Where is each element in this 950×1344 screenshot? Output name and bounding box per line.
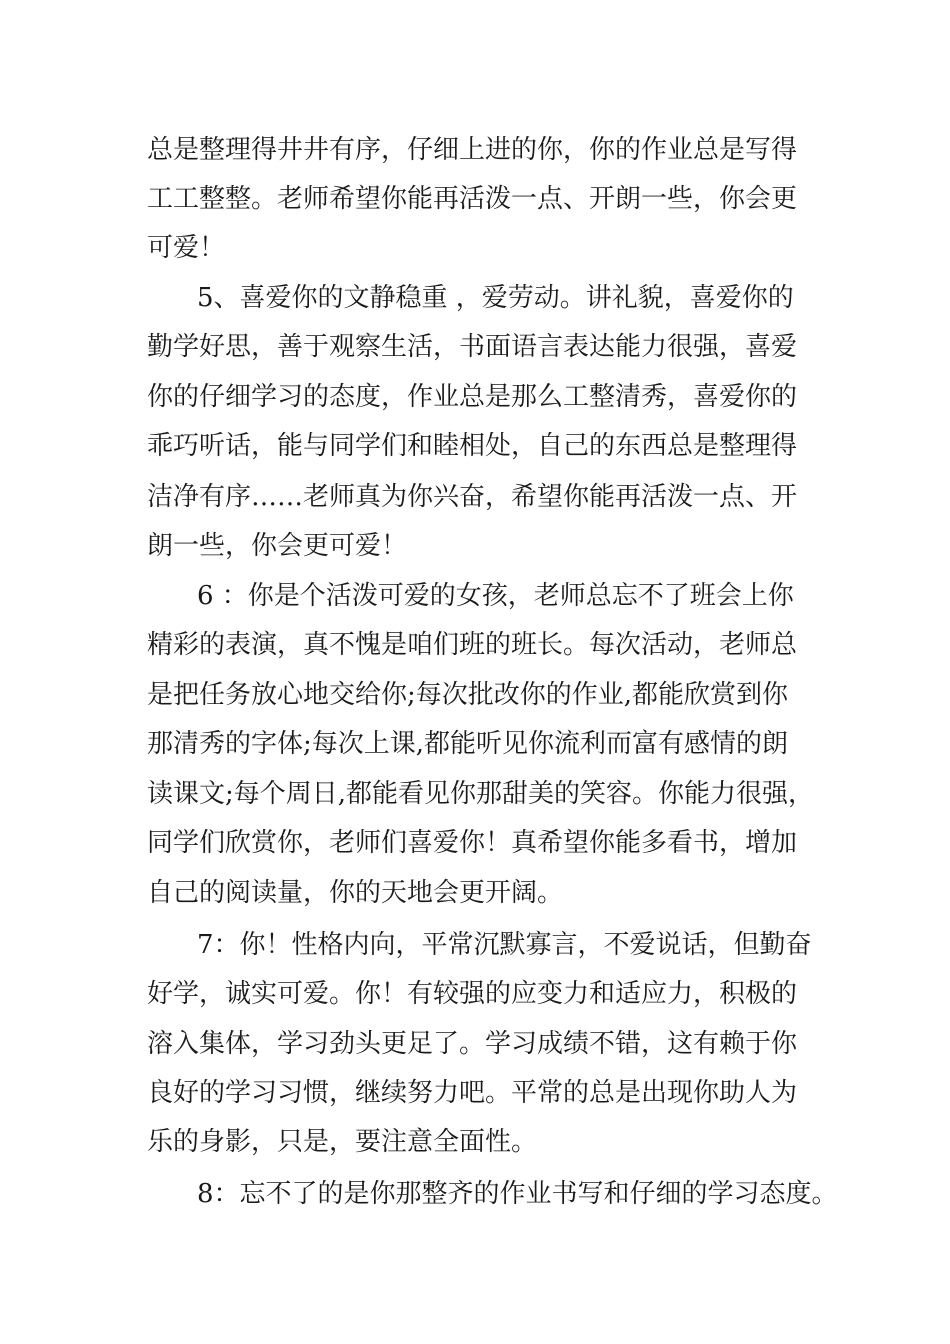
text-line: 精彩的表演，真不愧是咱们班的班长。每次活动，老师总 (147, 630, 798, 660)
text-line: 6 ：你是个活泼可爱的女孩，老师总忘不了班会上你 (197, 581, 794, 611)
text-line: 朗一些，你会更可爱！ (147, 531, 408, 561)
text-line: 自己的阅读量，你的天地会更开阔。 (147, 878, 564, 908)
text-line: 勤学好思，善于观察生活，书面语言表达能力很强，喜爱 (147, 332, 798, 362)
text-line: 乐的身影，只是，要注意全面性。 (147, 1127, 538, 1157)
text-line: 溶入集体，学习劲头更足了。学习成绩不错，这有赖于你 (147, 1029, 798, 1059)
text-line: 良好的学习习惯，继续努力吧。平常的总是出现你助人为 (147, 1078, 798, 1108)
text-line: 乖巧听话，能与同学们和睦相处，自己的东西总是整理得 (147, 431, 798, 461)
text-line: 8：忘不了的是你那整齐的作业书写和仔细的学习态度。 (197, 1179, 838, 1209)
text-line: 好学，诚实可爱。你！有较强的应变力和适应力，积极的 (147, 979, 798, 1009)
text-line: 总是整理得井井有序，仔细上进的你，你的作业总是写得 (147, 135, 798, 165)
text-line: 5、喜爱你的文静稳重 ，爱劳动。讲礼貌，喜爱你的 (197, 283, 794, 313)
text-line: 7：你！性格内向，平常沉默寡言，不爱说话，但勤奋 (197, 930, 812, 960)
text-line: 那清秀的字体;每次上课,都能听见你流利而富有感情的朗 (147, 729, 789, 759)
text-line: 同学们欣赏你，老师们喜爱你！真希望你能多看书，增加 (147, 828, 798, 858)
text-line: 是把任务放心地交给你;每次批改你的作业,都能欣赏到你 (147, 680, 789, 710)
text-line: 可爱！ (147, 233, 226, 263)
text-line: 工工整整。老师希望你能再活泼一点、开朗一些，你会更 (147, 184, 798, 214)
text-line: 洁净有序……老师真为你兴奋，希望你能再活泼一点、开 (147, 482, 798, 512)
text-line: 读课文;每个周日,都能看见你那甜美的笑容。你能力很强， (147, 779, 815, 809)
text-line: 你的仔细学习的态度，作业总是那么工整清秀，喜爱你的 (147, 382, 798, 412)
